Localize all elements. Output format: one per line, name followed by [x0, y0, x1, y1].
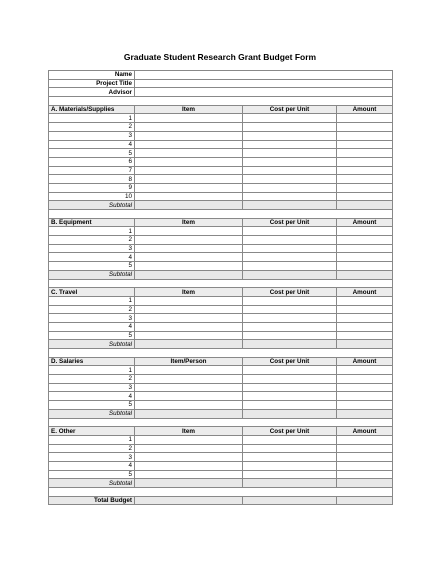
section-title: D. Salaries — [49, 357, 135, 366]
subtotal-item — [135, 479, 243, 488]
row-number: 5 — [49, 262, 135, 271]
row-number: 5 — [49, 331, 135, 340]
cost-cell[interactable] — [243, 461, 337, 470]
amount-cell[interactable] — [337, 175, 393, 184]
line-item-row — [49, 305, 393, 314]
subtotal-amount[interactable] — [337, 479, 393, 488]
subtotal-cost — [243, 340, 337, 349]
subtotal-row — [49, 340, 393, 349]
item-cell[interactable] — [135, 166, 243, 175]
line-item-row — [49, 114, 393, 123]
cost-cell[interactable] — [243, 305, 337, 314]
item-cell[interactable] — [135, 262, 243, 271]
amount-cell[interactable] — [337, 322, 393, 331]
total-item — [135, 496, 243, 505]
item-cell[interactable] — [135, 192, 243, 201]
row-number: 1 — [49, 296, 135, 305]
line-item-row — [49, 253, 393, 262]
column-header-cost: Cost per Unit — [243, 218, 337, 227]
item-cell[interactable] — [135, 305, 243, 314]
amount-cell[interactable] — [337, 401, 393, 410]
line-item-row — [49, 296, 393, 305]
line-item-row — [49, 157, 393, 166]
cost-cell[interactable] — [243, 453, 337, 462]
info-label: Name — [49, 71, 135, 80]
cost-cell[interactable] — [243, 444, 337, 453]
line-item-row — [49, 131, 393, 140]
line-item-row — [49, 183, 393, 192]
amount-cell[interactable] — [337, 453, 393, 462]
section-title: A. Materials/Supplies — [49, 105, 135, 114]
amount-cell[interactable] — [337, 435, 393, 444]
line-item-row — [49, 366, 393, 375]
subtotal-label: Subtotal — [49, 479, 135, 488]
column-header-amount: Amount — [337, 288, 393, 297]
total-amount[interactable] — [337, 496, 393, 505]
section-header — [49, 218, 393, 227]
subtotal-label: Subtotal — [49, 409, 135, 418]
amount-cell[interactable] — [337, 305, 393, 314]
column-header-cost: Cost per Unit — [243, 288, 337, 297]
item-cell[interactable] — [135, 375, 243, 384]
row-number: 8 — [49, 175, 135, 184]
line-item-row — [49, 123, 393, 132]
amount-cell[interactable] — [337, 236, 393, 245]
line-item-row — [49, 262, 393, 271]
item-cell[interactable] — [135, 236, 243, 245]
row-number: 4 — [49, 461, 135, 470]
line-item-row — [49, 401, 393, 410]
column-header-item: Item — [135, 427, 243, 436]
row-number: 4 — [49, 253, 135, 262]
line-item-row — [49, 175, 393, 184]
row-number: 5 — [49, 401, 135, 410]
row-number: 4 — [49, 392, 135, 401]
section-header — [49, 105, 393, 114]
row-number: 3 — [49, 314, 135, 323]
row-number: 10 — [49, 192, 135, 201]
column-header-cost: Cost per Unit — [243, 427, 337, 436]
subtotal-item — [135, 270, 243, 279]
row-number: 7 — [49, 166, 135, 175]
section-title: C. Travel — [49, 288, 135, 297]
column-header-item: Item — [135, 218, 243, 227]
item-cell[interactable] — [135, 461, 243, 470]
subtotal-cost — [243, 409, 337, 418]
budget-table — [48, 70, 393, 505]
line-item-row — [49, 236, 393, 245]
section-gap — [49, 418, 393, 427]
row-number: 3 — [49, 131, 135, 140]
gap-cell — [49, 488, 393, 497]
cost-cell[interactable] — [243, 470, 337, 479]
amount-cell[interactable] — [337, 314, 393, 323]
section-gap — [49, 349, 393, 358]
cost-cell[interactable] — [243, 331, 337, 340]
row-number: 5 — [49, 149, 135, 158]
item-cell[interactable] — [135, 392, 243, 401]
subtotal-amount[interactable] — [337, 201, 393, 210]
row-number: 1 — [49, 227, 135, 236]
line-item-row — [49, 192, 393, 201]
row-number: 1 — [49, 114, 135, 123]
row-number: 2 — [49, 236, 135, 245]
amount-cell[interactable] — [337, 392, 393, 401]
item-cell[interactable] — [135, 183, 243, 192]
amount-cell[interactable] — [337, 331, 393, 340]
amount-cell[interactable] — [337, 470, 393, 479]
info-row — [49, 88, 393, 97]
cost-cell[interactable] — [243, 401, 337, 410]
item-cell[interactable] — [135, 140, 243, 149]
cost-cell[interactable] — [243, 166, 337, 175]
info-label: Advisor — [49, 88, 135, 97]
section-title: B. Equipment — [49, 218, 135, 227]
cost-cell[interactable] — [243, 244, 337, 253]
column-header-item: Item — [135, 105, 243, 114]
row-number: 9 — [49, 183, 135, 192]
amount-cell[interactable] — [337, 375, 393, 384]
cost-cell[interactable] — [243, 149, 337, 158]
amount-cell[interactable] — [337, 296, 393, 305]
line-item-row — [49, 166, 393, 175]
cost-cell[interactable] — [243, 114, 337, 123]
column-header-cost: Cost per Unit — [243, 105, 337, 114]
item-cell[interactable] — [135, 470, 243, 479]
item-cell[interactable] — [135, 123, 243, 132]
line-item-row — [49, 470, 393, 479]
section-header — [49, 357, 393, 366]
item-cell[interactable] — [135, 383, 243, 392]
cost-cell[interactable] — [243, 392, 337, 401]
subtotal-row — [49, 479, 393, 488]
column-header-item: Item — [135, 288, 243, 297]
amount-cell[interactable] — [337, 114, 393, 123]
section-gap — [49, 210, 393, 219]
item-cell[interactable] — [135, 149, 243, 158]
row-number: 3 — [49, 453, 135, 462]
total-label: Total Budget — [49, 496, 135, 505]
subtotal-label: Subtotal — [49, 270, 135, 279]
item-cell[interactable] — [135, 296, 243, 305]
cost-cell[interactable] — [243, 435, 337, 444]
amount-cell[interactable] — [337, 149, 393, 158]
total-row — [49, 496, 393, 505]
line-item-row — [49, 227, 393, 236]
row-number: 1 — [49, 435, 135, 444]
section-header — [49, 427, 393, 436]
item-cell[interactable] — [135, 322, 243, 331]
section-header — [49, 288, 393, 297]
row-number: 2 — [49, 375, 135, 384]
cost-cell[interactable] — [243, 322, 337, 331]
cost-cell[interactable] — [243, 314, 337, 323]
info-row — [49, 71, 393, 80]
line-item-row — [49, 149, 393, 158]
column-header-item: Item/Person — [135, 357, 243, 366]
cost-cell[interactable] — [243, 253, 337, 262]
cost-cell[interactable] — [243, 262, 337, 271]
cost-cell[interactable] — [243, 192, 337, 201]
gap-cell — [49, 279, 393, 288]
amount-cell[interactable] — [337, 157, 393, 166]
info-input[interactable] — [135, 88, 393, 97]
item-cell[interactable] — [135, 227, 243, 236]
item-cell[interactable] — [135, 314, 243, 323]
amount-cell[interactable] — [337, 192, 393, 201]
amount-cell[interactable] — [337, 166, 393, 175]
section-title: E. Other — [49, 427, 135, 436]
column-header-amount: Amount — [337, 105, 393, 114]
item-cell[interactable] — [135, 453, 243, 462]
section-gap — [49, 279, 393, 288]
item-cell[interactable] — [135, 131, 243, 140]
line-item-row — [49, 322, 393, 331]
line-item-row — [49, 392, 393, 401]
subtotal-label: Subtotal — [49, 201, 135, 210]
line-item-row — [49, 331, 393, 340]
item-cell[interactable] — [135, 175, 243, 184]
amount-cell[interactable] — [337, 227, 393, 236]
amount-cell[interactable] — [337, 461, 393, 470]
amount-cell[interactable] — [337, 244, 393, 253]
item-cell[interactable] — [135, 114, 243, 123]
amount-cell[interactable] — [337, 262, 393, 271]
column-header-amount: Amount — [337, 427, 393, 436]
item-cell[interactable] — [135, 366, 243, 375]
subtotal-row — [49, 409, 393, 418]
cost-cell[interactable] — [243, 140, 337, 149]
item-cell[interactable] — [135, 244, 243, 253]
amount-cell[interactable] — [337, 253, 393, 262]
cost-cell[interactable] — [243, 227, 337, 236]
subtotal-amount[interactable] — [337, 340, 393, 349]
item-cell[interactable] — [135, 157, 243, 166]
subtotal-row — [49, 270, 393, 279]
row-number: 2 — [49, 444, 135, 453]
cost-cell[interactable] — [243, 375, 337, 384]
item-cell[interactable] — [135, 331, 243, 340]
amount-cell[interactable] — [337, 123, 393, 132]
cost-cell[interactable] — [243, 236, 337, 245]
info-row — [49, 79, 393, 88]
cost-cell[interactable] — [243, 123, 337, 132]
subtotal-row — [49, 201, 393, 210]
row-number: 3 — [49, 383, 135, 392]
line-item-row — [49, 375, 393, 384]
row-number: 6 — [49, 157, 135, 166]
row-number: 3 — [49, 244, 135, 253]
amount-cell[interactable] — [337, 366, 393, 375]
line-item-row — [49, 461, 393, 470]
form-title: Graduate Student Research Grant Budget Form — [123, 52, 317, 62]
amount-cell[interactable] — [337, 131, 393, 140]
cost-cell[interactable] — [243, 131, 337, 140]
gap-cell — [49, 418, 393, 427]
row-number: 4 — [49, 322, 135, 331]
total-cost — [243, 496, 337, 505]
amount-cell[interactable] — [337, 140, 393, 149]
cost-cell[interactable] — [243, 183, 337, 192]
line-item-row — [49, 383, 393, 392]
section-gap — [49, 97, 393, 106]
row-number: 1 — [49, 366, 135, 375]
subtotal-item — [135, 409, 243, 418]
info-input[interactable] — [135, 79, 393, 88]
line-item-row — [49, 453, 393, 462]
gap-cell — [49, 210, 393, 219]
subtotal-item — [135, 340, 243, 349]
amount-cell[interactable] — [337, 183, 393, 192]
cost-cell[interactable] — [243, 383, 337, 392]
line-item-row — [49, 244, 393, 253]
amount-cell[interactable] — [337, 444, 393, 453]
item-cell[interactable] — [135, 253, 243, 262]
info-label: Project Title — [49, 79, 135, 88]
column-header-amount: Amount — [337, 357, 393, 366]
line-item-row — [49, 140, 393, 149]
line-item-row — [49, 314, 393, 323]
amount-cell[interactable] — [337, 383, 393, 392]
info-input[interactable] — [135, 71, 393, 80]
subtotal-cost — [243, 479, 337, 488]
subtotal-label: Subtotal — [49, 340, 135, 349]
cost-cell[interactable] — [243, 175, 337, 184]
row-number: 2 — [49, 123, 135, 132]
gap-cell — [49, 349, 393, 358]
subtotal-item — [135, 201, 243, 210]
subtotal-amount[interactable] — [337, 409, 393, 418]
item-cell[interactable] — [135, 444, 243, 453]
line-item-row — [49, 444, 393, 453]
row-number: 2 — [49, 305, 135, 314]
column-header-amount: Amount — [337, 218, 393, 227]
item-cell[interactable] — [135, 435, 243, 444]
subtotal-cost — [243, 270, 337, 279]
row-number: 4 — [49, 140, 135, 149]
cost-cell[interactable] — [243, 296, 337, 305]
item-cell[interactable] — [135, 401, 243, 410]
section-gap — [49, 488, 393, 497]
cost-cell[interactable] — [243, 157, 337, 166]
gap-cell — [49, 97, 393, 106]
column-header-cost: Cost per Unit — [243, 357, 337, 366]
subtotal-amount[interactable] — [337, 270, 393, 279]
subtotal-cost — [243, 201, 337, 210]
cost-cell[interactable] — [243, 366, 337, 375]
line-item-row — [49, 435, 393, 444]
row-number: 5 — [49, 470, 135, 479]
